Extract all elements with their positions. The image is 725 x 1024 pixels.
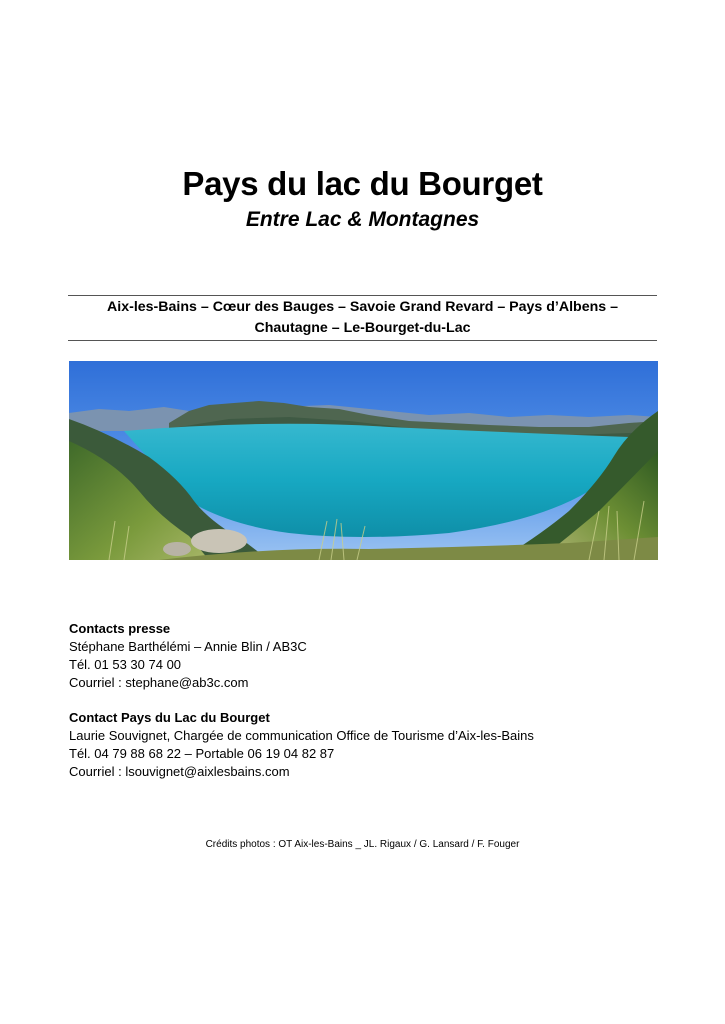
lake-contact-name: Laurie Souvignet, Chargée de communication Office de Tourisme d’Aix-les-Bains xyxy=(69,728,534,743)
lake-contact-phone: Tél. 04 79 88 68 22 – Portable 06 19 04 82 87 xyxy=(69,746,335,761)
press-contact-names: Stéphane Barthélémi – Annie Blin / AB3C xyxy=(69,639,307,654)
places-line-1: Aix-les-Bains – Cœur des Bauges – Savoie Grand Revard – Pays d’Albens – xyxy=(107,299,618,315)
photo-credits: Crédits photos : OT Aix-les-Bains _ JL. Rigaux / G. Lansard / F. Fouger xyxy=(205,839,520,850)
places-list xyxy=(68,297,657,339)
divider-bottom xyxy=(68,340,657,341)
places-line-2: Chautagne – Le-Bourget-du-Lac xyxy=(254,320,471,336)
lake-contact-email: Courriel : lsouvignet@aixlesbains.com xyxy=(69,764,290,779)
page-title: Pays du lac du Bourget xyxy=(182,165,543,202)
lake-contact-heading: Contact Pays du Lac du Bourget xyxy=(69,710,270,725)
lake-contact-block xyxy=(69,709,534,781)
press-contact-phone: Tél. 01 53 30 74 00 xyxy=(69,657,182,672)
press-contact-heading: Contacts presse xyxy=(69,621,171,636)
press-contact-block xyxy=(69,620,307,692)
page-subtitle: Entre Lac & Montagnes xyxy=(245,208,480,231)
divider-top xyxy=(68,295,657,296)
press-contact-email: Courriel : stephane@ab3c.com xyxy=(69,675,249,690)
panorama-photo-lake xyxy=(69,361,658,560)
